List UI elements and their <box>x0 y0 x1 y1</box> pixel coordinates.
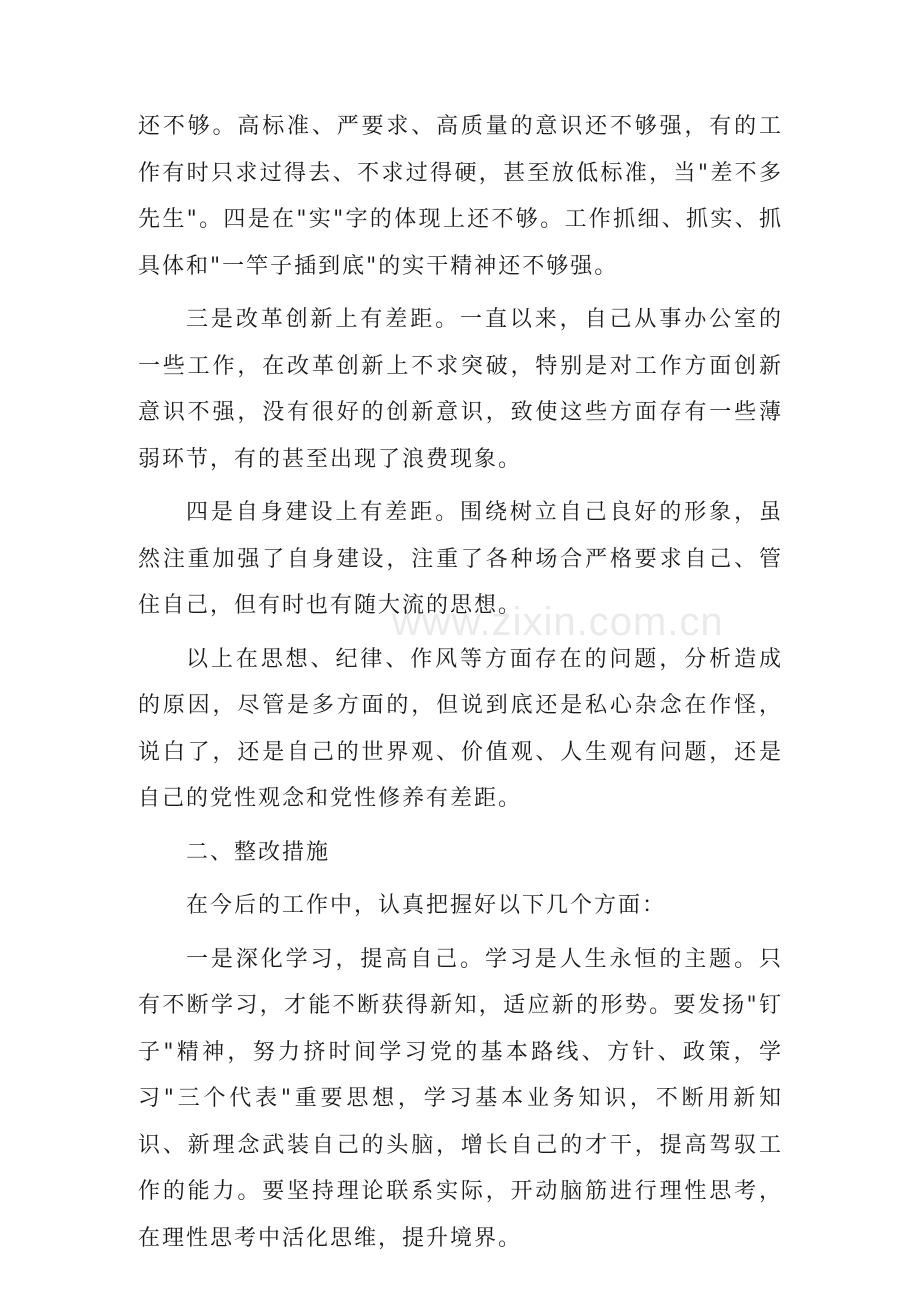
paragraph-analysis: 以上在思想、纪律、作风等方面存在的问题，分析造成的原因，尽管是多方面的，但说到底还是私心杂念在作怪，说白了，还是自己的世界观、价值观、人生观有问题，还是自己的党性观念和党性修养有差距。 <box>138 646 783 811</box>
paragraph-reform-innovation: 三是改革创新上有差距。一直以来，自己从事办公室的一些工作，在改革创新上不求突破，特别是对工作方面创新意识不强，没有很好的创新意识，致使这些方面存有一些薄弱环节，有的甚至出现了浪费现象。 <box>138 307 783 472</box>
paragraph-intro: 在今后的工作中，认真把握好以下几个方面： <box>186 893 667 918</box>
paragraph-self-building: 四是自身建设上有差距。围绕树立自己良好的形象，虽然注重加强了自身建设，注重了各种场合严格要求自己、管住自己，但有时也有随大流的思想。 <box>138 500 783 618</box>
document-page <box>138 104 783 1269</box>
paragraph-deepen-study: 一是深化学习，提高自己。学习是人生永恒的主题。只有不断学习，才能不断获得新知，适应新的形势。要发扬"钉子"精神，努力挤时间学习党的基本路线、方针、政策，学习"三个代表"重要思想，学习基本业务知识，不断用新知识、新理念武装自己的头脑，增长自己的才干，提高驾驭工作的能力。要坚持理论联系实际，开动脑筋进行理性思考，在理性思考中活化思维，提升境界。 <box>138 946 783 1251</box>
section-heading-rectification: 二、整改措施 <box>186 839 331 865</box>
paragraph-continued: 还不够。高标准、严要求、高质量的意识还不够强，有的工作有时只求过得去、不求过得硬，甚至放低标准，当"差不多先生"。四是在"实"字的体现上还不够。工作抓细、抓实、抓具体和"一竿子插到底"的实干精神还不够强。 <box>138 114 783 279</box>
watermark: www.zixin.com.cn <box>392 600 724 644</box>
